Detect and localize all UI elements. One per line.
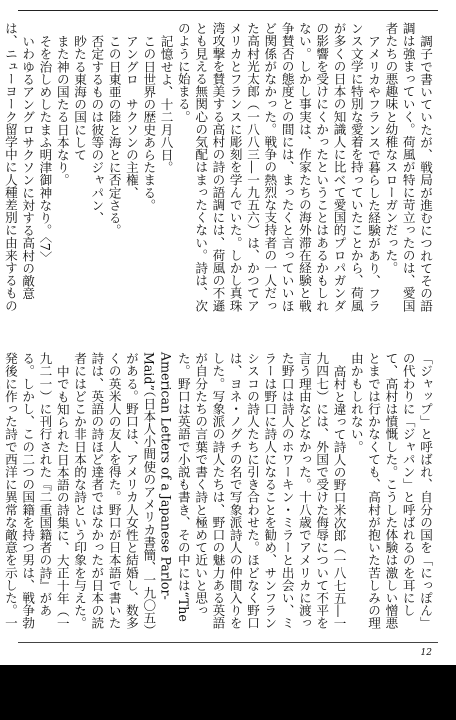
paragraph: アメリカやフランスで暮らした経験があり、フランス文学に特別な愛着を持っていたことから、荷風が多くの日本の知識人に比べて愛国的プロパガンダの影響を受けにくかったということはあるかもしれない。しかし事実は、作家たちの海外滞在経験と戦争賛否の態度との間には、まったくと言っていいほど関係がなかった。戦争の熱烈な支持者の一人だった高村光太郎（一八八三―一九五六）は、かつてアメリカとフランスに彫刻を学んでいた。しかし真珠湾攻撃を賛美する高村の詩の語調には、荷風の不遜とも見える無関心の気配はまったくない。詩は、次のように始まる。 <box>175 22 382 312</box>
paragraph: アングロ サクソンの主権、 <box>123 34 139 199</box>
paragraph: そを治しめしたまふ明津御神なり。〈7〉 <box>37 34 53 264</box>
footer-rule <box>18 642 438 643</box>
paragraph: 眇たる東海の国にして <box>72 34 88 161</box>
bottom-margin <box>0 665 456 720</box>
paragraph: 高村と違って詩人の野口米次郎（一八七五―一九四七）には、外国で受けた侮辱について不平を言う理由などなかった。十八歳でアメリカに渡った野口は詩人のホワーキン・ミラーと出会い、ミラーは野口に詩人になることを勧め、サンフランシスコの詩人たちに引き合わせた。ほどなく野口は、ヨネ・ノグチの名で写象派詩人の仲間入りをした。写象派の詩人たちは、野口の魅力ある英語が自分たちの言葉で書く詩と極めて近いと思った。野口は英語で小説も書き、その中には“The American Letters of a Japanese Parlor-Maid”（日本人小間使のアメリカ書簡、一九〇五）がある。野口は、アメリカ人女性と結婚し、数多くの英米人の友人を得た。野口が日本語で書いた詩は、英語の詩ほど達者ではなかったが日本の読者にはどこか非日本的な詩という印象を与えた。 <box>72 352 347 631</box>
paragraph: 記憶せよ、十二月八日。 <box>158 34 174 174</box>
paragraph: この日世界の歴史あらたまる。 <box>141 34 157 211</box>
paragraph: 中でも知られた日本語の詩集に、大正十年（一九二一）に刊行された『二重国籍者の詩』がある。しかし、この二つの国籍を持つ男は、戦争勃発後に作った詩で西洋に異常な敵意を示した。一 <box>2 352 70 630</box>
top-rule <box>18 10 438 11</box>
page-number: 12 <box>420 648 432 658</box>
paragraph: 「ジャップ」と呼ばれ、自分の国を「にっぽん」の代わりに「ジャパン」と呼ばれるのを耳にして、高村は憤慨した。こうした体験は激しい憎悪とまでは行かなくても、高村が抱いた苦しみの理由かもしれない。 <box>348 352 433 630</box>
paragraph: いわゆるアングロサクソンに対する高村の敵意は、ニューヨーク留学中に人種差別に由来するもの <box>2 22 36 312</box>
paragraph: 否定するものは彼等のジャパン、 <box>89 34 105 224</box>
paragraph: 調子で書いていたが、戦局が進むにつれてその語調は強まっていく。荷風が特に苛立ったのは、愛国者たちの悪趣味と幼稚なスローガンだった。 <box>383 22 433 312</box>
top-text-block <box>2 22 434 322</box>
paragraph: また神の国たる日本なり。 <box>54 34 70 186</box>
paragraph: この日東亜の陸と海とに否定さる。 <box>106 34 122 237</box>
bottom-text-block <box>2 352 434 632</box>
